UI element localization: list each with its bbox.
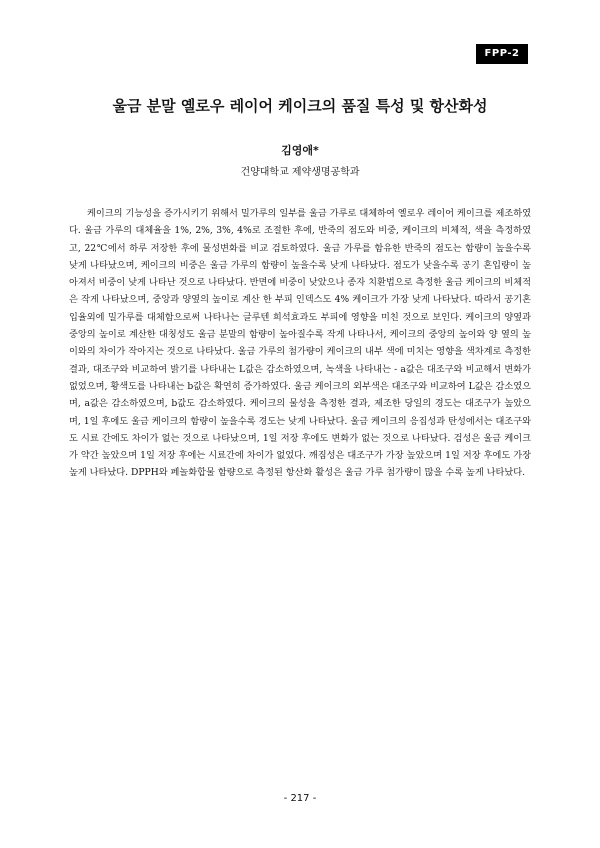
author-affiliation: 건양대학교 제약생명공학과 [240, 167, 360, 178]
page-number: - 217 - [283, 793, 317, 804]
abstract-body: 케이크의 기능성을 증가시키기 위해서 밀가루의 일부를 울금 가루로 대체하여 옐로우 레이어 케이크를 제조하였다. 울금 가루의 대체율을 1%, 2%, 3%, 4%로 조절한 후에, 반죽의 점도와 비중, 케이크의 비체적, 색을 측정하였고, 22℃에서 하루 저장한 후에 물성변화를 비교 검토하였다. 울금 가루를 함유한 반죽의 점도는 함량이 높을수록 낮게 나타났으며, 케이크의 비중은 울금 가루의 함량이 높을수록 낮게 나타났다. 점도가 낮을수록 공기 혼입량이 높아져서 비중이 낮게 나타난 것으로 나타났다. 반면에 비중이 낮았으나 종자 치환법으로 측정한 울금 케이크의 비체적은 작게 나타났으며, 중앙과 양옆의 높이로 계산 한 부피 인덱스도 4% 케이크가 가장 낮게 나타났다. 따라서 공기혼입율외에 밀가루를 대체함으로써 나타나는 글루텐 희석효과도 부피에 영향을 미친 것으로 보인다. 케이크의 양옆과 중앙의 높이로 계산한 대칭성도 울금 분말의 함량이 높아질수록 작게 나타나서, 케이크의 중앙의 높이와 양 옆의 높이와의 차이가 작아지는 것으로 나타났다. 울금 가루의 첨가량이 케이크의 내부 색에 미치는 영향을 색차계로 측정한 결과, 대조구와 비교하여 밝기를 나타내는 L값은 감소하였으며, 녹색을 나타내는 - a값은 대조구와 비교해서 변화가 없었으며, 황색도를 나타내는 b값은 확연히 증가하였다. 울금 케이크의 외부색은 대조구와 비교하여 L값은 감소였으며, a값은 감소하였으며, b값도 감소하였다. 케이크의 물성을 측정한 결과, 제조한 당일의 경도는 대조구가 높았으며, 1일 후에도 울금 케이크의 함량이 높을수록 경도는 낮게 나타났다. 울금 케이크의 응집성과 탄성에서는 대조구와도 시료 간에도 차이가 없는 것으로 나타났으며, 1일 저장 후에도 변화가 없는 것으로 나타났다. 검성은 울금 케이크가 약간 높았으며 1일 저장 후에는 시료간에 차이가 없었다. 깨짐성은 대조구가 가장 높았으며 1일 저장 후에도 가장 높게 나타났다. DPPH와 페놀화합물 함량으로 측정된 항산화 활성은 울금 가루 첨가량이 많을 수록 높게 나타났다. [69, 208, 531, 479]
session-badge: FPP-2 [476, 44, 528, 64]
author-name: 김영애* [281, 144, 319, 157]
paper-title: 울금 분말 옐로우 레이어 케이크의 품질 특성 및 항산화성 [112, 97, 488, 115]
